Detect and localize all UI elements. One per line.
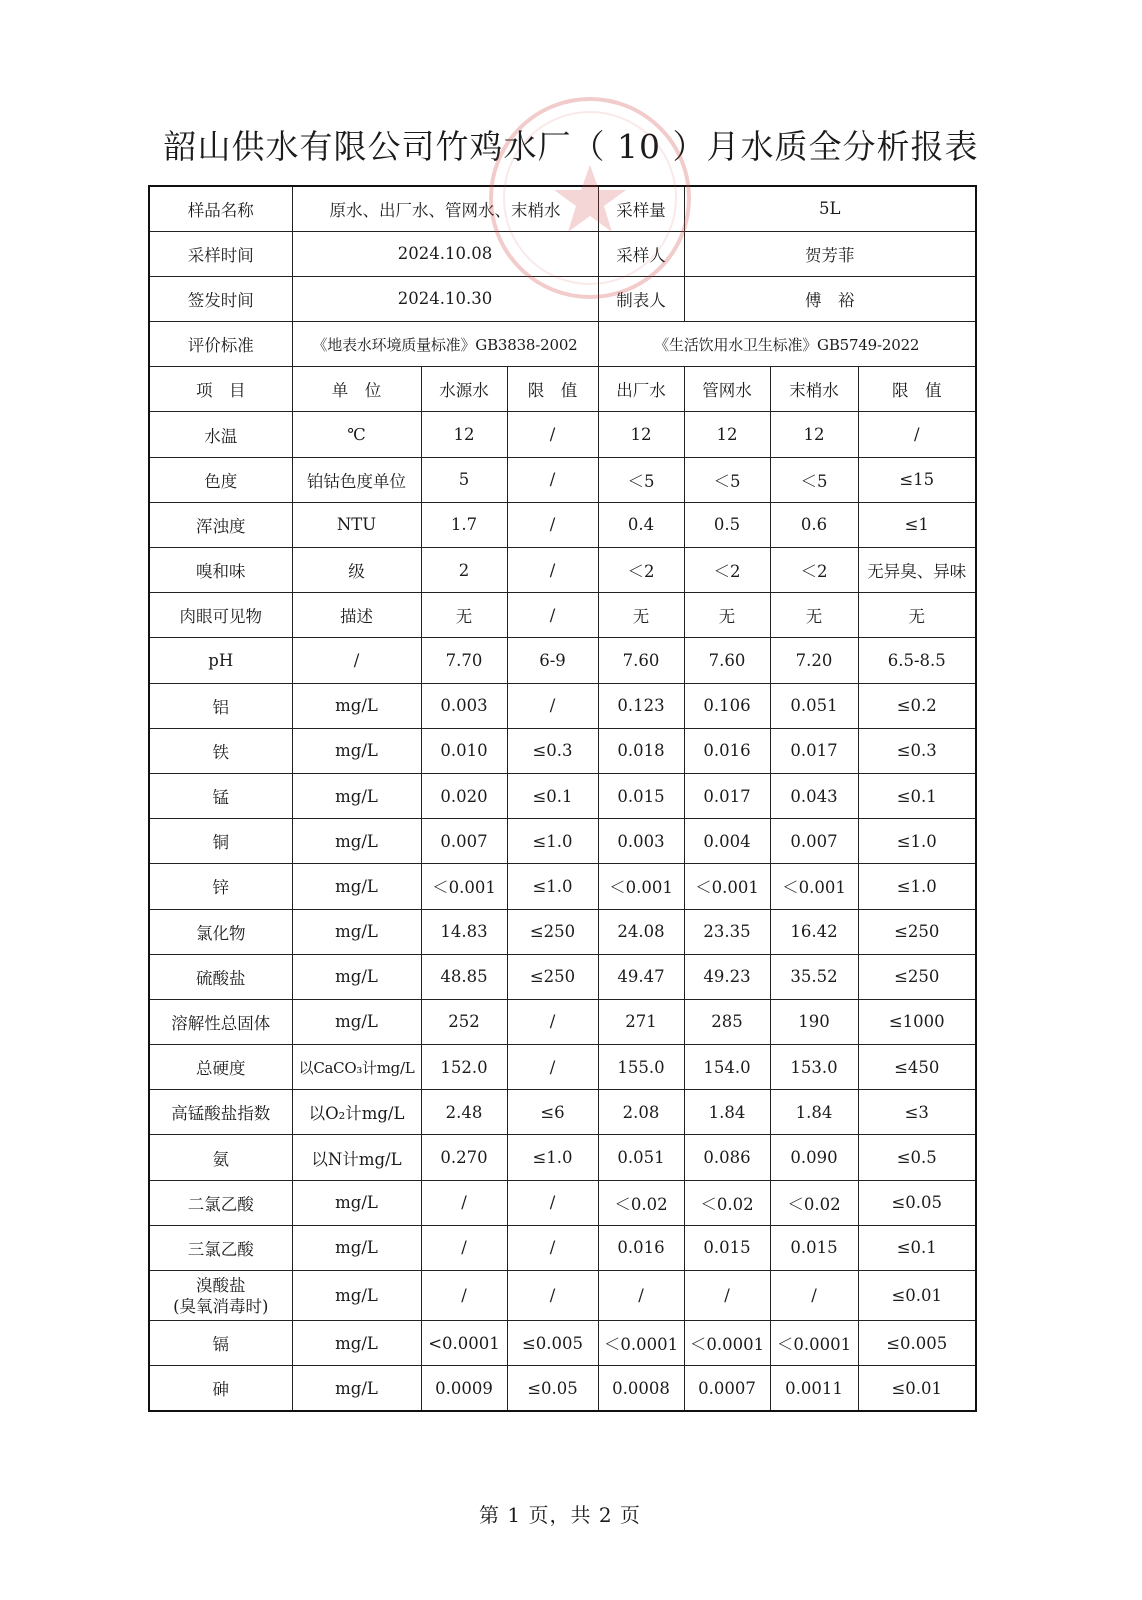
table-row	[149, 773, 976, 818]
drinking-water-limit: ≤3	[858, 1090, 976, 1135]
network-water-value: 0.0007	[684, 1366, 770, 1411]
table-row	[149, 1135, 976, 1180]
terminal-water-value: 153.0	[770, 1045, 858, 1090]
network-water-value: 0.004	[684, 819, 770, 864]
network-water-value: 无	[684, 593, 770, 638]
item-cell: 氯化物	[149, 909, 292, 954]
unit-cell: /	[292, 638, 421, 683]
item-cell: 砷	[149, 1366, 292, 1411]
drinking-water-limit: ≤250	[858, 909, 976, 954]
item-cell: 水温	[149, 412, 292, 457]
header-drinking-limit: 限 值	[858, 367, 976, 412]
source-water-limit: ≤1.0	[507, 819, 598, 864]
table-row	[149, 412, 976, 457]
drinking-water-standard: 《生活饮用水卫生标准》GB5749-2022	[598, 322, 976, 367]
drinking-water-limit: ≤0.1	[858, 1225, 976, 1270]
plant-water-value: 155.0	[598, 1045, 684, 1090]
plant-water-value: ＜0.001	[598, 864, 684, 909]
terminal-water-value: 0.051	[770, 683, 858, 728]
unit-cell: mg/L	[292, 1366, 421, 1411]
terminal-water-value: 0.0011	[770, 1366, 858, 1411]
source-water-limit: /	[507, 457, 598, 502]
terminal-water-value: 12	[770, 412, 858, 457]
source-water-value: 48.85	[421, 954, 507, 999]
unit-cell: mg/L	[292, 999, 421, 1044]
source-water-value: /	[421, 1271, 507, 1321]
sampling-time-value: 2024.10.08	[292, 231, 598, 276]
source-water-value: 0.270	[421, 1135, 507, 1180]
unit-cell: mg/L	[292, 1271, 421, 1321]
unit-cell: mg/L	[292, 728, 421, 773]
source-water-value: 0.007	[421, 819, 507, 864]
source-water-limit: /	[507, 548, 598, 593]
plant-water-value: /	[598, 1271, 684, 1321]
terminal-water-value: 0.017	[770, 728, 858, 773]
source-water-value: ＜0.001	[421, 864, 507, 909]
source-water-value: 152.0	[421, 1045, 507, 1090]
source-water-limit: 6-9	[507, 638, 598, 683]
plant-water-value: 2.08	[598, 1090, 684, 1135]
network-water-value: 0.086	[684, 1135, 770, 1180]
source-water-limit: /	[507, 1271, 598, 1321]
network-water-value: 12	[684, 412, 770, 457]
item-cell: 总硬度	[149, 1045, 292, 1090]
terminal-water-value: ＜2	[770, 548, 858, 593]
terminal-water-value: 1.84	[770, 1090, 858, 1135]
network-water-value: 0.016	[684, 728, 770, 773]
plant-water-value: ＜0.0001	[598, 1321, 684, 1366]
terminal-water-value: 0.043	[770, 773, 858, 818]
drinking-water-limit: /	[858, 412, 976, 457]
table-row	[149, 1271, 976, 1321]
header-terminal-water: 末梢水	[770, 367, 858, 412]
table-row	[149, 502, 976, 547]
terminal-water-value: 0.090	[770, 1135, 858, 1180]
item-cell: 高锰酸盐指数	[149, 1090, 292, 1135]
terminal-water-value: 0.015	[770, 1225, 858, 1270]
drinking-water-limit: 6.5-8.5	[858, 638, 976, 683]
unit-cell: 以O₂计mg/L	[292, 1090, 421, 1135]
source-water-limit: ≤0.1	[507, 773, 598, 818]
item-cell: pH	[149, 638, 292, 683]
column-header-row	[149, 367, 976, 412]
source-water-limit: /	[507, 1225, 598, 1270]
source-water-value: <0.0001	[421, 1321, 507, 1366]
table-row	[149, 548, 976, 593]
network-water-value: 23.35	[684, 909, 770, 954]
source-water-value: 2.48	[421, 1090, 507, 1135]
source-water-limit: /	[507, 999, 598, 1044]
plant-water-value: 0.003	[598, 819, 684, 864]
unit-cell: mg/L	[292, 1321, 421, 1366]
table-row	[149, 638, 976, 683]
page-number: 第 1 页，共 2 页	[479, 1503, 641, 1527]
plant-water-value: 49.47	[598, 954, 684, 999]
source-water-limit: ≤0.3	[507, 728, 598, 773]
table-row	[149, 909, 976, 954]
drinking-water-limit: ≤0.01	[858, 1366, 976, 1411]
source-water-limit: ≤0.05	[507, 1366, 598, 1411]
table-row	[149, 864, 976, 909]
drinking-water-limit: ≤1.0	[858, 864, 976, 909]
header-plant-water: 出厂水	[598, 367, 684, 412]
terminal-water-value: 190	[770, 999, 858, 1044]
source-water-value: 0.003	[421, 683, 507, 728]
source-water-limit: /	[507, 502, 598, 547]
item-name: 溴酸盐	[196, 1275, 246, 1295]
source-water-value: 14.83	[421, 909, 507, 954]
surface-water-standard: 《地表水环境质量标准》GB3838-2002	[292, 322, 598, 367]
unit-cell: ℃	[292, 412, 421, 457]
preparer-value: 傅 裕	[684, 276, 976, 321]
item-cell: 色度	[149, 457, 292, 502]
report-title: 韶山供水有限公司竹鸡水厂（ 10 ）月水质全分析报表	[163, 127, 979, 166]
terminal-water-value: 16.42	[770, 909, 858, 954]
table-row	[149, 457, 976, 502]
source-water-value: 5	[421, 457, 507, 502]
plant-water-value: 无	[598, 593, 684, 638]
measurement-rows	[149, 412, 976, 1411]
plant-water-value: 24.08	[598, 909, 684, 954]
source-water-limit: /	[507, 593, 598, 638]
table-row	[149, 999, 976, 1044]
drinking-water-limit: 无异臭、异味	[858, 548, 976, 593]
table-row	[149, 954, 976, 999]
header-unit: 单 位	[292, 367, 421, 412]
terminal-water-value: ＜0.0001	[770, 1321, 858, 1366]
source-water-limit: ≤1.0	[507, 864, 598, 909]
unit-cell: 描述	[292, 593, 421, 638]
source-water-value: 252	[421, 999, 507, 1044]
sample-name-label: 样品名称	[149, 186, 292, 231]
sampling-time-label: 采样时间	[149, 231, 292, 276]
sampler-value: 贺芳菲	[684, 231, 976, 276]
terminal-water-value: 35.52	[770, 954, 858, 999]
terminal-water-value: ＜0.02	[770, 1180, 858, 1225]
sample-name-row	[149, 186, 976, 231]
source-water-limit: ≤1.0	[507, 1135, 598, 1180]
source-water-value: 0.020	[421, 773, 507, 818]
source-water-limit: /	[507, 683, 598, 728]
item-cell: 三氯乙酸	[149, 1225, 292, 1270]
unit-cell: 以N计mg/L	[292, 1135, 421, 1180]
source-water-limit: ≤0.005	[507, 1321, 598, 1366]
table-row	[149, 1045, 976, 1090]
table-row	[149, 728, 976, 773]
drinking-water-limit: ≤0.01	[858, 1271, 976, 1321]
item-cell	[149, 1271, 292, 1321]
terminal-water-value: ＜5	[770, 457, 858, 502]
plant-water-value: 0.015	[598, 773, 684, 818]
item-cell: 浑浊度	[149, 502, 292, 547]
source-water-value: 1.7	[421, 502, 507, 547]
source-water-value: 0.010	[421, 728, 507, 773]
sampler-label: 采样人	[598, 231, 684, 276]
standard-row	[149, 322, 976, 367]
item-cell: 锰	[149, 773, 292, 818]
drinking-water-limit: ≤0.3	[858, 728, 976, 773]
item-cell: 溶解性总固体	[149, 999, 292, 1044]
terminal-water-value: 7.20	[770, 638, 858, 683]
plant-water-value: 0.018	[598, 728, 684, 773]
unit-cell: mg/L	[292, 954, 421, 999]
terminal-water-value: ＜0.001	[770, 864, 858, 909]
unit-cell: mg/L	[292, 773, 421, 818]
network-water-value: ＜2	[684, 548, 770, 593]
table-row	[149, 1180, 976, 1225]
network-water-value: ＜0.0001	[684, 1321, 770, 1366]
water-quality-table	[148, 185, 977, 1412]
header-source-water: 水源水	[421, 367, 507, 412]
unit-cell: 铂钴色度单位	[292, 457, 421, 502]
sample-volume-label: 采样量	[598, 186, 684, 231]
source-water-value: 无	[421, 593, 507, 638]
sampling-time-row	[149, 231, 976, 276]
item-cell: 锌	[149, 864, 292, 909]
table-row	[149, 683, 976, 728]
header-network-water: 管网水	[684, 367, 770, 412]
table-row	[149, 819, 976, 864]
unit-cell: mg/L	[292, 864, 421, 909]
drinking-water-limit: 无	[858, 593, 976, 638]
drinking-water-limit: ≤0.1	[858, 773, 976, 818]
unit-cell: mg/L	[292, 683, 421, 728]
item-cell: 二氯乙酸	[149, 1180, 292, 1225]
network-water-value: 154.0	[684, 1045, 770, 1090]
terminal-water-value: /	[770, 1271, 858, 1321]
item-cell: 氨	[149, 1135, 292, 1180]
network-water-value: /	[684, 1271, 770, 1321]
source-water-limit: /	[507, 412, 598, 457]
drinking-water-limit: ≤0.2	[858, 683, 976, 728]
plant-water-value: ＜2	[598, 548, 684, 593]
network-water-value: 0.106	[684, 683, 770, 728]
source-water-limit: ≤250	[507, 909, 598, 954]
network-water-value: ＜0.001	[684, 864, 770, 909]
source-water-value: 12	[421, 412, 507, 457]
plant-water-value: ＜5	[598, 457, 684, 502]
unit-cell: 级	[292, 548, 421, 593]
sample-name-value: 原水、出厂水、管网水、末梢水	[292, 186, 598, 231]
unit-cell: mg/L	[292, 1180, 421, 1225]
issue-time-label: 签发时间	[149, 276, 292, 321]
plant-water-value: 0.123	[598, 683, 684, 728]
unit-cell: mg/L	[292, 1225, 421, 1270]
terminal-water-value: 无	[770, 593, 858, 638]
item-note: (臭氧消毒时)	[173, 1296, 269, 1316]
standard-label: 评价标准	[149, 322, 292, 367]
drinking-water-limit: ≤1.0	[858, 819, 976, 864]
unit-cell: 以CaCO₃计mg/L	[292, 1045, 421, 1090]
plant-water-value: 271	[598, 999, 684, 1044]
source-water-limit: ≤6	[507, 1090, 598, 1135]
network-water-value: 0.015	[684, 1225, 770, 1270]
sample-volume-value: 5L	[684, 186, 976, 231]
source-water-value: 0.0009	[421, 1366, 507, 1411]
source-water-value: /	[421, 1225, 507, 1270]
plant-water-value: 7.60	[598, 638, 684, 683]
table-row	[149, 1225, 976, 1270]
network-water-value: 49.23	[684, 954, 770, 999]
source-water-limit: /	[507, 1180, 598, 1225]
table-row	[149, 593, 976, 638]
network-water-value: 285	[684, 999, 770, 1044]
table-row	[149, 1090, 976, 1135]
source-water-value: /	[421, 1180, 507, 1225]
plant-water-value: 0.0008	[598, 1366, 684, 1411]
drinking-water-limit: ≤0.5	[858, 1135, 976, 1180]
drinking-water-limit: ≤250	[858, 954, 976, 999]
terminal-water-value: 0.6	[770, 502, 858, 547]
report-info	[149, 186, 976, 412]
network-water-value: ＜0.02	[684, 1180, 770, 1225]
plant-water-value: 0.016	[598, 1225, 684, 1270]
plant-water-value: 0.4	[598, 502, 684, 547]
unit-cell: NTU	[292, 502, 421, 547]
plant-water-value: ＜0.02	[598, 1180, 684, 1225]
network-water-value: ＜5	[684, 457, 770, 502]
network-water-value: 0.5	[684, 502, 770, 547]
plant-water-value: 0.051	[598, 1135, 684, 1180]
unit-cell: mg/L	[292, 819, 421, 864]
item-cell: 铜	[149, 819, 292, 864]
source-water-value: 2	[421, 548, 507, 593]
item-cell: 铝	[149, 683, 292, 728]
item-cell: 硫酸盐	[149, 954, 292, 999]
drinking-water-limit: ≤15	[858, 457, 976, 502]
drinking-water-limit: ≤0.005	[858, 1321, 976, 1366]
item-cell: 铁	[149, 728, 292, 773]
terminal-water-value: 0.007	[770, 819, 858, 864]
preparer-label: 制表人	[598, 276, 684, 321]
plant-water-value: 12	[598, 412, 684, 457]
network-water-value: 7.60	[684, 638, 770, 683]
source-water-value: 7.70	[421, 638, 507, 683]
item-cell: 嗅和味	[149, 548, 292, 593]
drinking-water-limit: ≤0.05	[858, 1180, 976, 1225]
item-cell: 镉	[149, 1321, 292, 1366]
drinking-water-limit: ≤1000	[858, 999, 976, 1044]
drinking-water-limit: ≤450	[858, 1045, 976, 1090]
source-water-limit: ≤250	[507, 954, 598, 999]
unit-cell: mg/L	[292, 909, 421, 954]
issue-time-row	[149, 276, 976, 321]
header-source-limit: 限 值	[507, 367, 598, 412]
table-row	[149, 1321, 976, 1366]
header-item: 项 目	[149, 367, 292, 412]
drinking-water-limit: ≤1	[858, 502, 976, 547]
source-water-limit: /	[507, 1045, 598, 1090]
issue-time-value: 2024.10.30	[292, 276, 598, 321]
table-row	[149, 1366, 976, 1411]
item-cell: 肉眼可见物	[149, 593, 292, 638]
network-water-value: 0.017	[684, 773, 770, 818]
network-water-value: 1.84	[684, 1090, 770, 1135]
